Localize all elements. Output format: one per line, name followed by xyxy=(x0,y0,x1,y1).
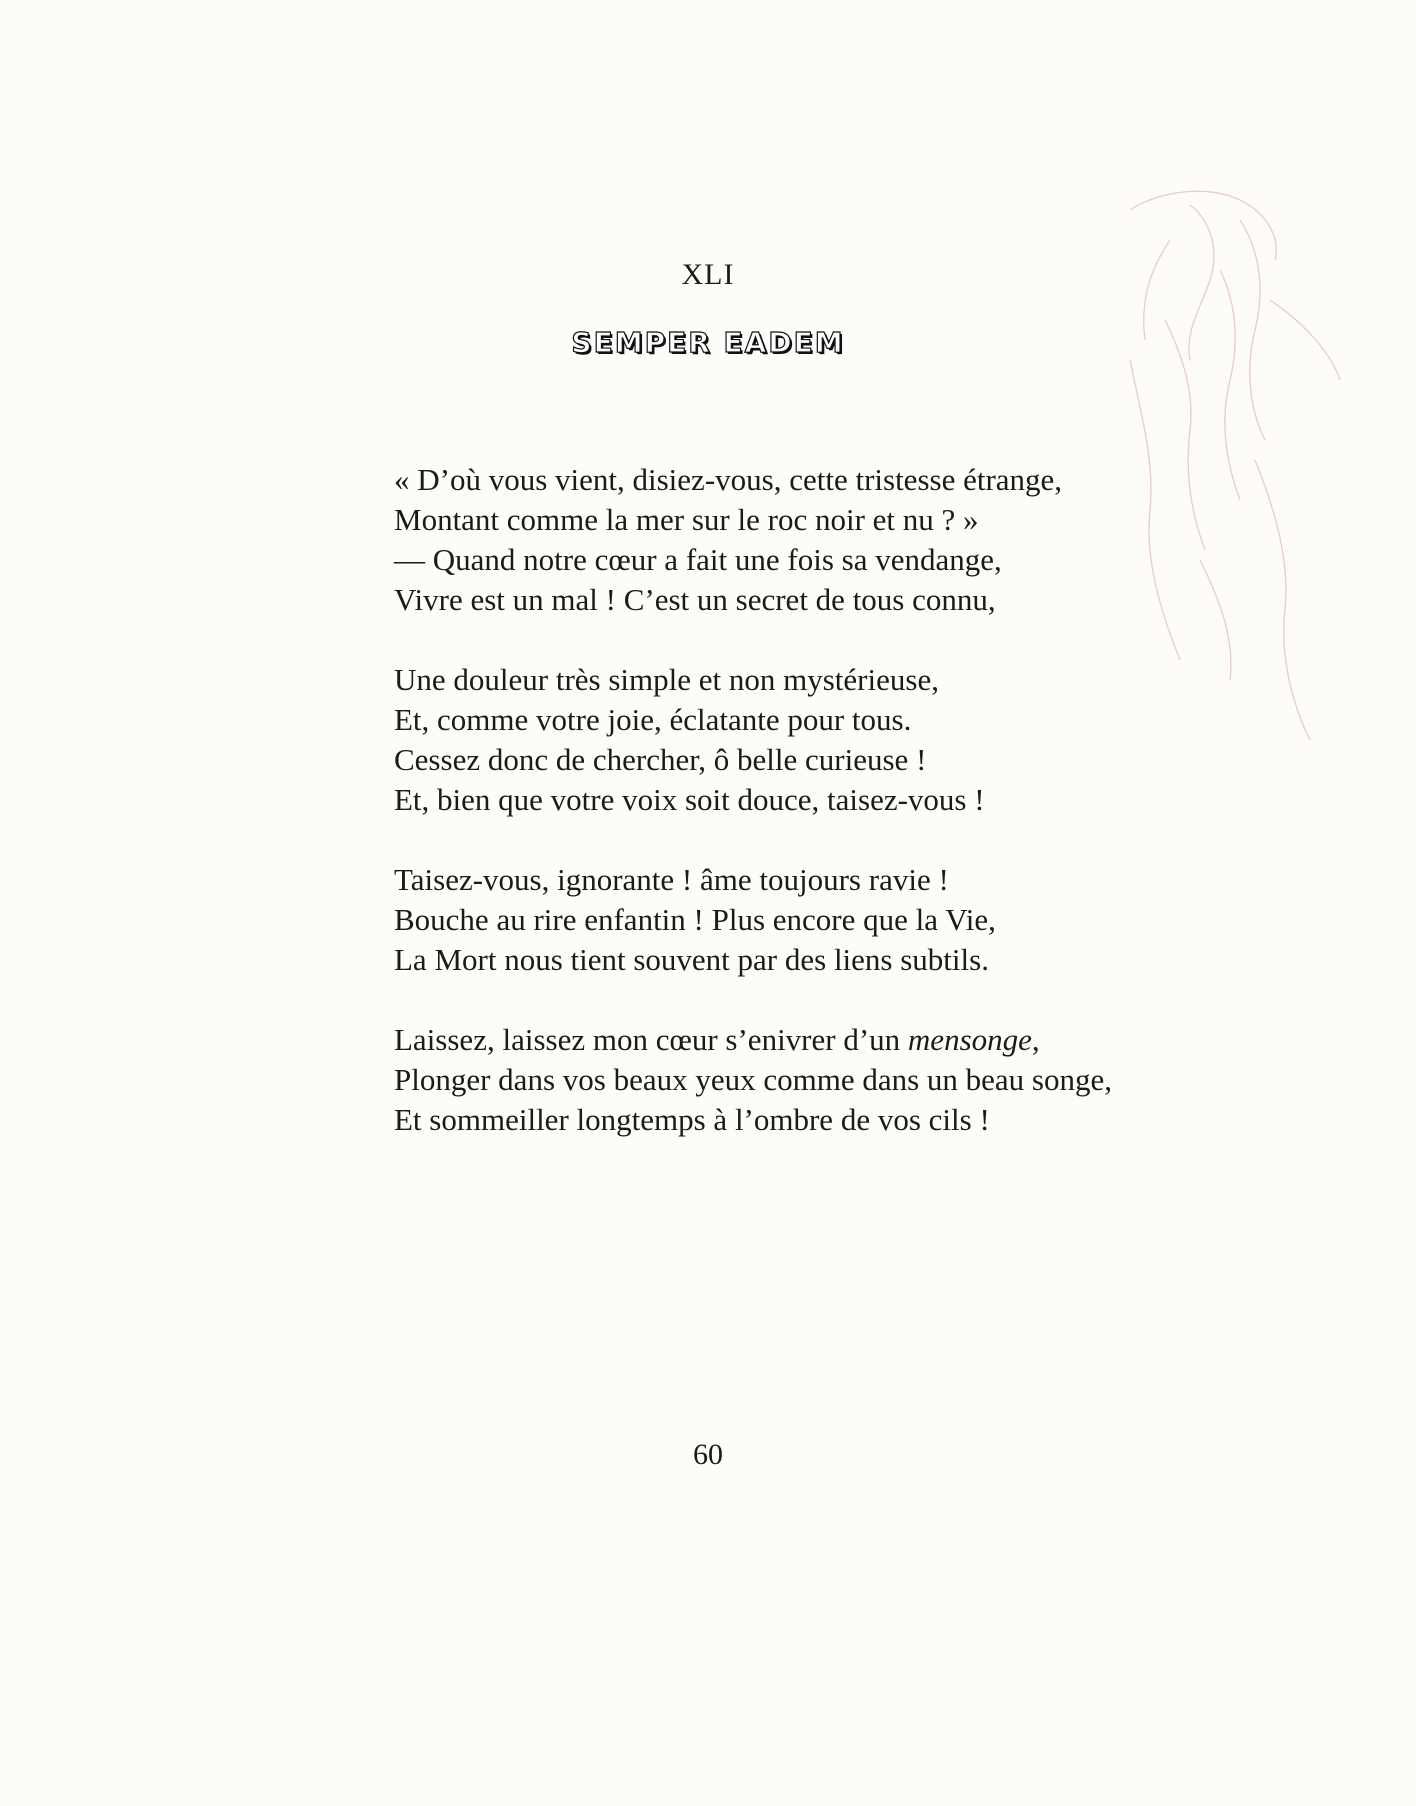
poem-line xyxy=(394,1020,1254,1060)
poem-line: La Mort nous tient souvent par des liens subtils. xyxy=(394,942,989,977)
poem-line: Et, comme votre joie, éclatante pour tous. xyxy=(394,702,912,737)
poem-line: Taisez-vous, ignorante ! âme toujours ravie ! xyxy=(394,862,949,897)
stanza-2 xyxy=(394,660,1254,820)
stanza-1 xyxy=(394,460,1254,620)
poem-line: Montant comme la mer sur le roc noir et nu ? » xyxy=(394,502,979,537)
poem-line: Une douleur très simple et non mystérieuse, xyxy=(394,662,939,697)
poem-line: Cessez donc de chercher, ô belle curieuse ! xyxy=(394,742,927,777)
stanza-3 xyxy=(394,860,1254,980)
poem-line-text: Laissez, laissez mon cœur s’enivrer d’un xyxy=(394,1022,908,1057)
poem-line: — Quand notre cœur a fait une fois sa vendange, xyxy=(394,542,1002,577)
page-number: 60 xyxy=(693,1438,723,1471)
poem-title: SEMPER EADEM xyxy=(571,326,845,359)
poem-line: Et, bien que votre voix soit douce, taisez-vous ! xyxy=(394,782,985,817)
italic-suffix: , xyxy=(1031,1022,1040,1057)
poem-line: Et sommeiller longtemps à l’ombre de vos cils ! xyxy=(394,1102,990,1137)
italic-word: mensonge xyxy=(907,1022,1032,1057)
poem-line: Plonger dans vos beaux yeux comme dans un beau songe, xyxy=(394,1062,1113,1097)
poem-line: Vivre est un mal ! C’est un secret de tous connu, xyxy=(394,582,996,617)
poem-number: XLI xyxy=(681,258,735,291)
poem-line: Bouche au rire enfantin ! Plus encore que la Vie, xyxy=(394,902,996,937)
poem-line: « D’où vous vient, disiez-vous, cette tristesse étrange, xyxy=(394,462,1063,497)
poem-body xyxy=(394,460,1254,1180)
stanza-4 xyxy=(394,1020,1254,1140)
